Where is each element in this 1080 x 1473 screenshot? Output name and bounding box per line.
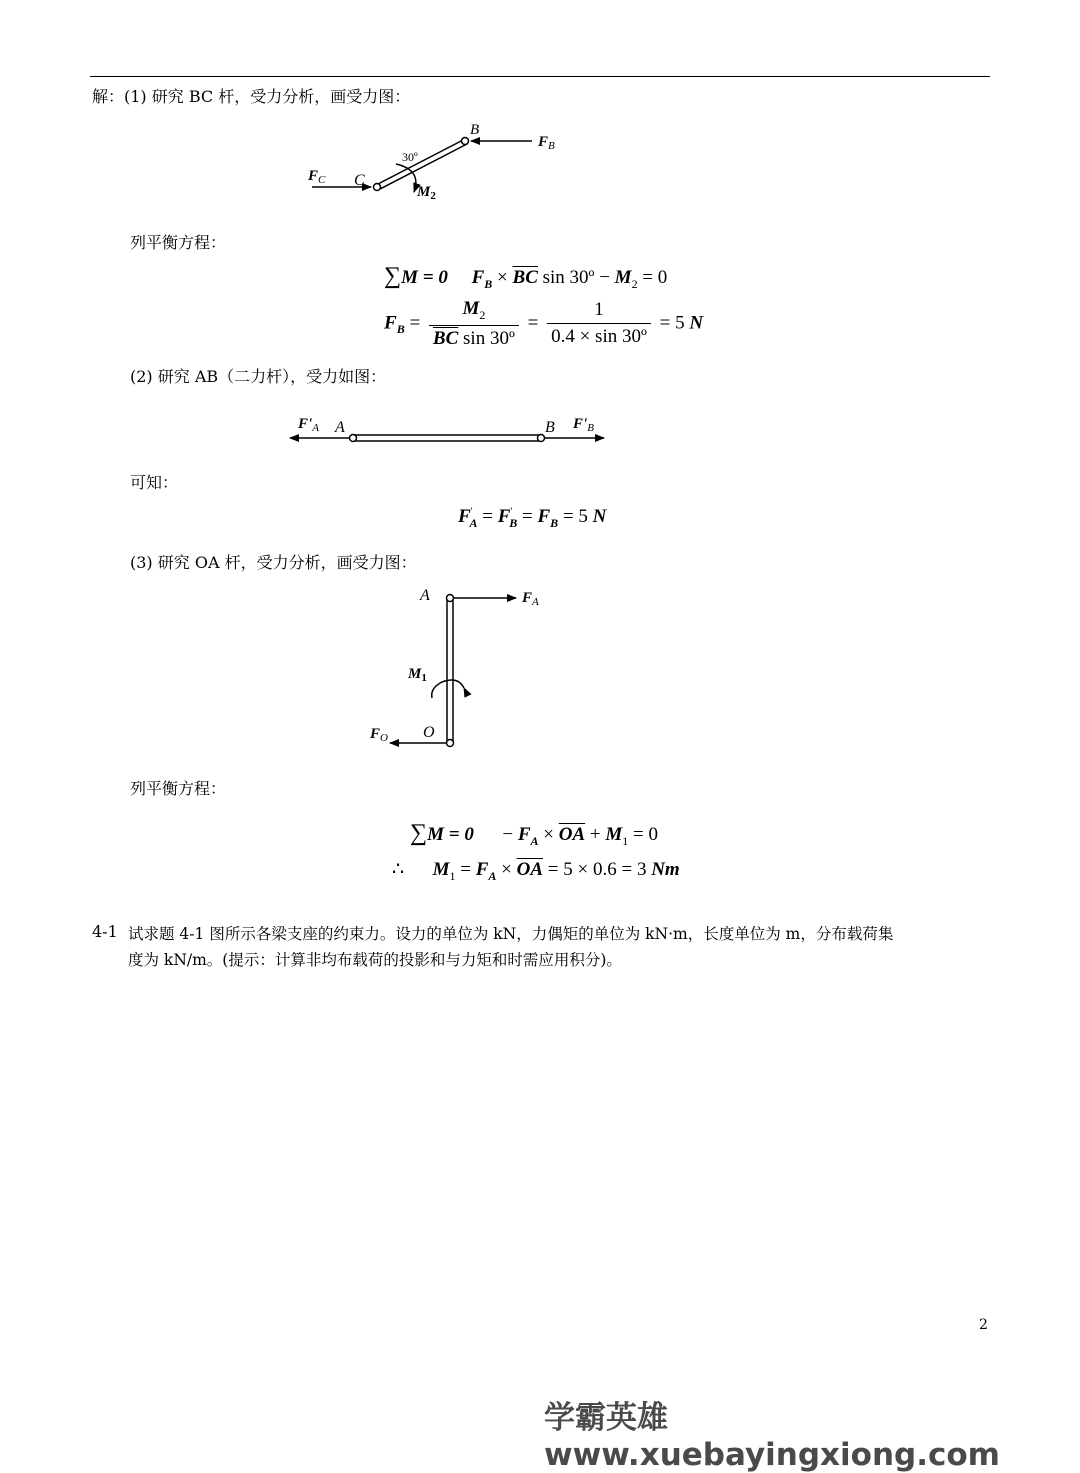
part3-heading: (3) 研究 OA 杆，受力分析，画受力图： [130,553,417,572]
label-fc: $F_C$ [308,168,326,186]
eq1-m0: M = 0 [401,267,448,288]
eq1-bc: $\overline{BC}$ [512,267,538,288]
label-fo: $F_O$ [370,726,388,744]
eq1-sin: sin 30º − [542,267,615,288]
part1-heading: 解：(1) 研究 BC 杆，受力分析，画受力图： [92,87,411,106]
moment-m1-arc [432,680,464,698]
problem-number: 4-1 [92,922,118,941]
eq2-equal-2: = [522,312,544,334]
label-b2: B [545,419,555,436]
figure-bc-bar [300,112,580,208]
eq5-fa-sub: A [488,868,497,883]
label-fb-prime: $F'_B$ [573,416,594,434]
eq2-unit: N [689,312,704,334]
equation-fb-value [384,298,703,350]
eq1-m2-sub: 2 [631,276,638,291]
sum-symbol-2: ∑ [410,820,428,846]
eq3-fb-sup: ' [510,506,513,518]
watermark: 学霸英雄 www.xuebayingxiong.com [544,1400,1000,1473]
problem-text-line2: 度为 kN/m。(提示：计算非均布载荷的投影和与力矩和时需应用积分)。 [128,951,622,969]
eq2-bc: $\overline{BC}$ [432,327,459,349]
label-angle: 30º [402,150,418,164]
eq4-fa-sub: A [530,833,539,848]
problem-text-line1: 试求题 4-1 图所示各梁支座的约束力。设力的单位为 kN，力偶矩的单位为 kN·m，长度单位为 m，分布载荷集 [128,925,894,943]
eq1-fb-sub: B [484,276,493,291]
eq2-fb: F [384,312,397,334]
list-equilibrium-1: 列平衡方程： [130,233,227,252]
eq2-fraction-1 [429,298,519,350]
eq5-result: = 5 × 0.6 = 3 [543,859,652,880]
eq4-m1: M [605,824,623,845]
eq3-fa-sup: ' [470,506,473,518]
eq3-eq2: = [517,506,538,527]
eq3-eq1: = [477,506,498,527]
eq4-minus: − [502,824,518,845]
eq2-fraction-2 [547,299,651,348]
label-o: O [423,724,435,741]
eq4-oa: $\overline{OA}$ [558,824,586,845]
label-a2: A [335,419,345,436]
figure-ab-bar [284,408,614,452]
label-fa: $F_A$ [522,590,539,608]
hinge-c [374,184,381,191]
eq5-eq: = [455,859,476,880]
bc-bar-line-lower [380,144,467,189]
figure-oa-bar [362,580,562,752]
eq5-oa: $\overline{OA}$ [516,859,544,880]
therefore-symbol: ∴ [392,859,405,880]
label-m1: $M_1$ [408,666,427,684]
hinge-o [447,740,454,747]
sum-symbol: ∑ [384,263,402,289]
eq4-m0: M = 0 [427,824,474,845]
eq4-m1-sub: 1 [622,833,629,848]
eq3-fa: F [458,506,471,527]
hinge-a [350,435,357,442]
hinge-b [462,138,469,145]
eq1-zero: = 0 [637,267,668,288]
eq2-fb-sub: B [396,322,405,337]
eq5-unit: Nm [651,859,680,880]
list-equilibrium-2: 列平衡方程： [130,779,227,798]
label-fa-prime: $F'_A$ [298,416,319,434]
eq2-result: = 5 [654,312,690,334]
eq2-sin: sin 30º [458,327,515,349]
bc-bar-line-upper [378,139,465,184]
eq3-fb-sub: B [550,515,559,530]
eq3-fb-prime-sub: B [509,515,518,530]
label-fb: $F_B$ [538,134,555,152]
equation-m1-value [392,858,680,884]
eq2-one: 1 [547,299,651,324]
eq4-zero: = 0 [628,824,658,845]
eq3-fa-sub: A [469,515,478,530]
eq5-times: × [496,859,517,880]
eq4-fa: F [517,824,531,845]
moment-m2-arc [396,164,416,192]
header-rule [90,76,990,77]
page-number: 2 [979,1317,988,1333]
eq4-times: × [538,824,559,845]
eq1-times: × [497,267,508,288]
eq4-plus: + [585,824,606,845]
known-label: 可知： [130,473,179,492]
label-c: C [354,172,365,189]
equation-moment-bc [384,263,667,292]
hinge-a3 [447,595,454,602]
eq1-fb: F [471,267,485,288]
eq3-fb-prime: F [497,506,511,527]
equation-moment-oa [410,820,658,849]
part2-heading: (2) 研究 AB（二力杆），受力如图： [130,367,387,386]
label-b: B [470,122,480,138]
equation-fa-fb [458,506,606,531]
label-m2: $M_2$ [417,184,436,202]
eq5-m1-sub: 1 [449,868,456,883]
eq2-equal-1: = [404,312,425,334]
eq1-m2: M [614,267,632,288]
eq3-fb: F [537,506,551,527]
label-a3: A [420,587,430,604]
eq5-m1: M [432,859,450,880]
eq3-unit: N [592,506,607,527]
eq5-fa: F [475,859,489,880]
eq2-denominator: 0.4 × sin 30º [551,326,647,348]
hinge-b2 [538,435,545,442]
eq2-m2-sub: 2 [479,307,486,322]
eq3-result: = 5 [558,506,593,527]
eq2-m2: M [462,298,480,319]
